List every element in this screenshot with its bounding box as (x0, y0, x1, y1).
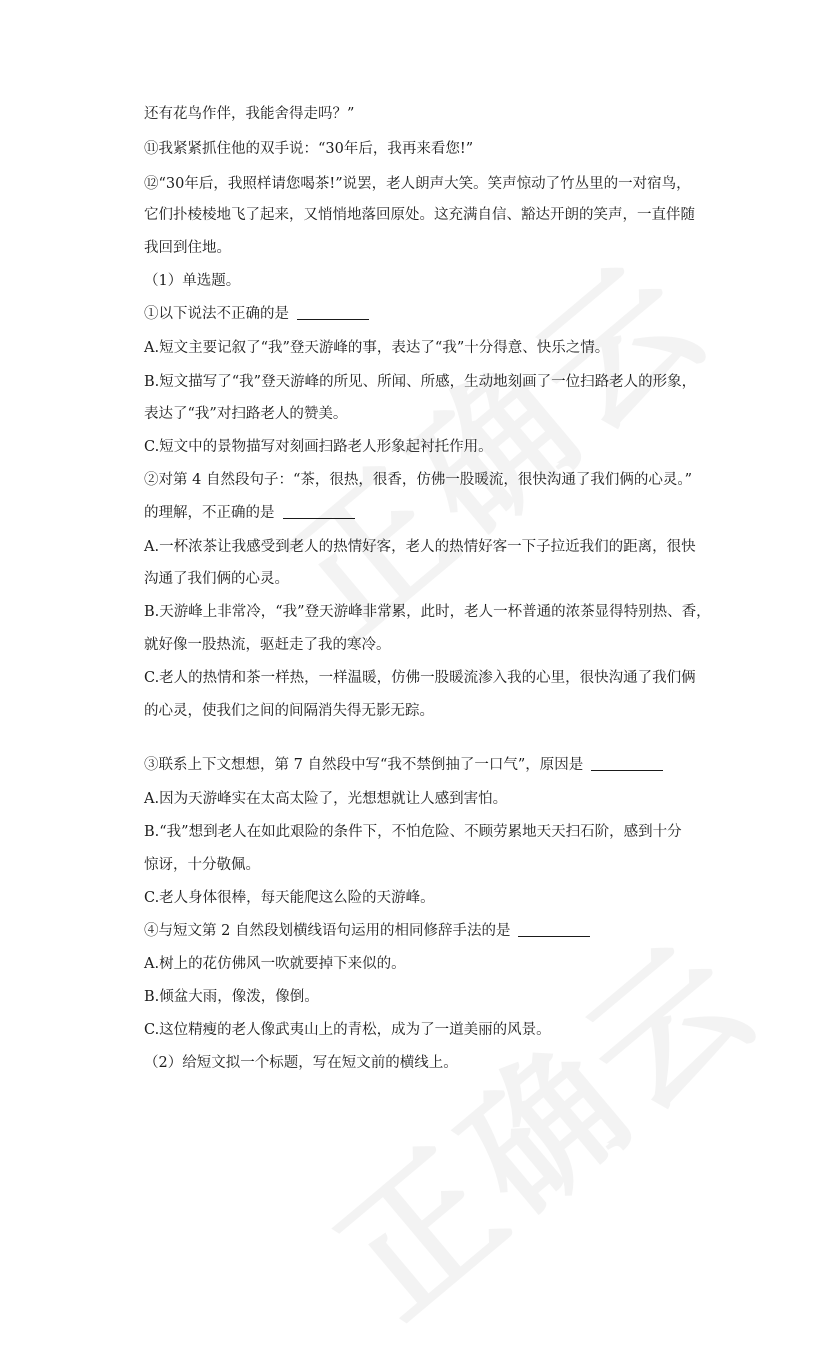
question-heading: （1）单选题。 (144, 273, 241, 289)
text-line: ⑫“30年后，我照样请您喝茶!”说罢，老人朗声大笑。笑声惊动了竹丛里的一对宿鸟， (144, 176, 691, 192)
option-c: C.老人的热情和茶一样热，一样温暖，仿佛一股暖流渗入我的心里，很快沟通了我们俩 (144, 670, 696, 686)
question-stem: ③联系上下文想想，第 7 自然段中写“我不禁倒抽了一口气”，原因是 (144, 755, 714, 775)
question-stem: ②对第 4 自然段句子：“茶，很热，很香，仿佛一股暖流，很快沟通了我们俩的心灵。” (144, 472, 693, 488)
question-heading: （2）给短文拟一个标题，写在短文前的横线上。 (144, 1055, 458, 1071)
option-b: B.“我”想到老人在如此艰险的条件下，不怕危险、不顾劳累地天天扫石阶，感到十分 (144, 824, 682, 840)
option-a-continued: 沟通了我们俩的心灵。 (144, 571, 289, 587)
watermark (287, 881, 794, 1355)
text-line: 还有花鸟作伴，我能舍得走吗？” (144, 106, 355, 122)
option-c-continued: 的心灵，使我们之间的间隔消失得无影无踪。 (144, 703, 434, 719)
option-b-continued: 表达了“我”对扫路老人的赞美。 (144, 406, 348, 422)
answer-blank[interactable] (591, 769, 663, 771)
answer-blank[interactable] (297, 318, 369, 320)
question-stem: ④与短文第 2 自然段划横线语句运用的相同修辞手法的是 (144, 921, 714, 941)
option-a: A.一杯浓茶让我感受到老人的热情好客，老人的热情好客一下子拉近我们的距离，很快 (144, 539, 696, 555)
option-b: B.倾盆大雨，像泼，像倒。 (144, 989, 319, 1005)
option-b: B.短文描写了“我”登天游峰的所见、所闻、所感，生动地刻画了一位扫路老人的形象， (144, 374, 697, 390)
option-a: A.树上的花仿佛风一吹就要掉下来似的。 (144, 956, 406, 972)
option-b-continued: 就好像一股热流，驱赶走了我的寒冷。 (144, 637, 391, 653)
option-a: A.短文主要记叙了“我”登天游峰的事，表达了“我”十分得意、快乐之情。 (144, 340, 610, 356)
answer-blank[interactable] (518, 935, 590, 937)
option-b: B.天游峰上非常冷，“我”登天游峰非常累，此时，老人一杯普通的浓茶显得特别热、香， (144, 604, 711, 620)
option-c: C.老人身体很棒，每天能爬这么险的天游峰。 (144, 890, 435, 906)
option-b-continued: 惊讶，十分敬佩。 (144, 857, 260, 873)
option-c: C.这位精瘦的老人像武夷山上的青松，成为了一道美丽的风景。 (144, 1022, 551, 1038)
text-line: 我回到住地。 (144, 240, 231, 256)
question-stem: ①以下说法不正确的是 (144, 304, 714, 324)
text-line: ⑪我紧紧抓住他的双手说：“30年后，我再来看您!” (144, 141, 474, 157)
text-line: 它们扑棱棱地飞了起来，又悄悄地落回原处。这充满自信、豁达开朗的笑声，一直伴随 (144, 207, 695, 223)
option-c: C.短文中的景物描写对刻画扫路老人形象起衬托作用。 (144, 439, 493, 455)
answer-blank[interactable] (283, 517, 355, 519)
question-stem-continued: 的理解，不正确的是 (144, 503, 714, 523)
option-a: A.因为天游峰实在太高太险了，光想想就让人感到害怕。 (144, 791, 508, 807)
